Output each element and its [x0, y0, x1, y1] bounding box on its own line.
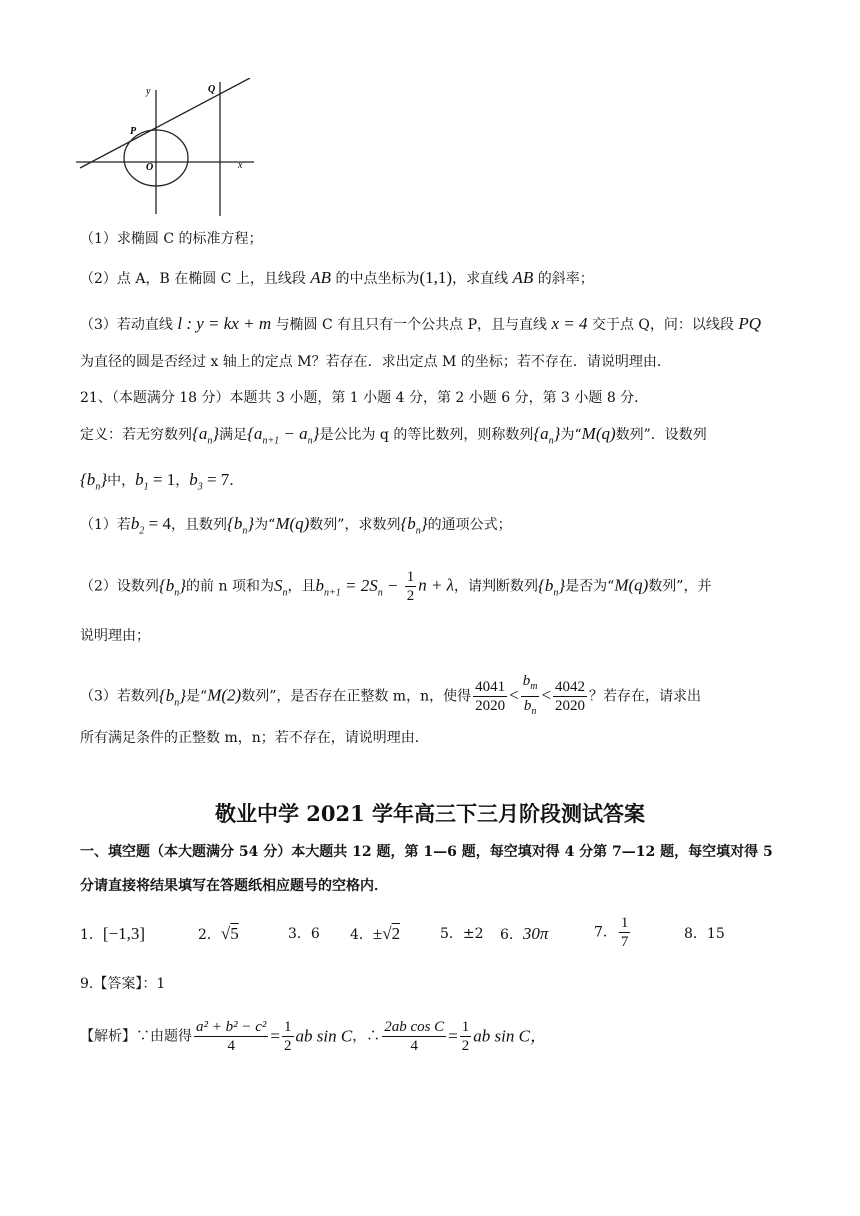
a6-num: 6．: [500, 927, 523, 943]
line-x4: x = 4: [551, 314, 588, 333]
s1-text-b: ，且数列: [171, 517, 228, 533]
expl-text: ∵由题得: [136, 1028, 192, 1045]
line-ab: AB: [512, 268, 534, 287]
frac2-den: 2020: [555, 698, 586, 714]
s2-text-e: 是否为“: [565, 578, 615, 595]
s1-text-e: 的通项公式；: [427, 517, 512, 533]
y-label: y: [146, 86, 151, 97]
answer-7: [594, 914, 632, 951]
q20-part3-line2: 为直径的圆是否经过 x 轴上的定点 M？若存在．求出定点 M 的坐标；若不存在．请说明理由．: [80, 354, 671, 370]
expl-frac2: [382, 1018, 446, 1055]
x-label: x: [238, 160, 243, 171]
q20-p2-text-c: ，求直线: [452, 271, 513, 287]
b1-value: = 1: [148, 470, 176, 489]
half1-den: 2: [284, 1038, 292, 1054]
s3-text-a: （3）若数列: [80, 688, 159, 705]
b2-value: = 4: [144, 514, 172, 533]
s1-mq: M(q): [275, 514, 310, 533]
q21-part2-line2: 说明理由；: [80, 628, 150, 644]
q20-p3-text-b: 与椭圆 C 有且只有一个公共点 P，且与直线: [271, 317, 552, 333]
q21-definition: 定义：若无穷数列$\{a_n\}$满足$\{a_{n+1} - a_n\}$是公比为 q 的等比数列，则称数列$\{a_n\}$为“M(q)数列”．设数列: [80, 424, 707, 447]
a7-frac-den: 7: [620, 934, 629, 950]
a4-num: 4．: [350, 927, 373, 943]
def-text-b: 满足: [219, 427, 248, 443]
a7-fraction: [619, 914, 631, 951]
q20-p2-text-b: 的中点坐标为: [331, 271, 420, 287]
expl-frac1: [194, 1018, 268, 1055]
frac1-den: 2020: [475, 698, 506, 714]
s2-text-d: ，请判断数列: [454, 578, 539, 595]
expl-absinc: ab sin C: [295, 1026, 353, 1046]
q20-p3-text-a: （3）若动直线: [80, 317, 178, 333]
answer-2: 2．√5: [198, 924, 239, 943]
half2-den: 2: [461, 1038, 470, 1054]
a4-pm: ±: [372, 924, 383, 943]
q21-part3-line2: 所有满足条件的正整数 m，n；若不存在，请说明理由．: [80, 730, 429, 746]
s2-text-c: ，且: [287, 578, 316, 595]
q21-part3: （3）若数列$\{b_n\}$是“M(2)数列”，是否存在正整数 m，n，使得 $\frac{4041}{2020}$ < $\frac{b_m}{b_n}$ < $\frac{4042}{2020}$ ？若存在，请求出: [80, 672, 701, 721]
a1-num: 1．: [80, 927, 103, 943]
s3-text-c: 数列”，是否存在正整数 m，n，使得: [241, 688, 472, 705]
tangent-line: [80, 78, 250, 168]
segment-pq: PQ: [738, 314, 762, 333]
a2-num: 2．: [198, 927, 221, 943]
expl-end: ab sin C，: [473, 1026, 547, 1046]
expl-frac2-den: 4: [410, 1038, 418, 1054]
section1-line1: 一、填空题（本大题满分 54 分）本大题共 12 题，第 1—6 题，每空填对得 4 分第 7—12 题，每空填对得 5: [80, 844, 773, 860]
frac1-num: 4041: [475, 679, 506, 695]
answers-title: 敬业中学 2021 学年高三下三月阶段测试答案: [214, 801, 646, 826]
frac2-num: 4042: [555, 679, 586, 695]
answer-9: [80, 974, 165, 994]
def-text-d: 为“: [560, 427, 582, 443]
expl-frac1-den: 4: [227, 1038, 235, 1054]
def-an: a: [198, 424, 208, 443]
a4-rad: 2: [391, 924, 401, 943]
s2-half-fraction: $\frac{1}{2}$: [406, 569, 415, 604]
segment-ab: AB: [310, 268, 332, 287]
line-l-equation: l : y = kx + m: [177, 314, 272, 333]
answer-5: 5．±2: [440, 926, 484, 942]
half2-num: 1: [461, 1019, 470, 1035]
section1-line2: 分请直接将结果填写在答题纸相应题号的空格内．: [80, 878, 388, 894]
expl-label: 【解析】: [80, 1028, 136, 1045]
p-label: P: [130, 126, 137, 137]
b3-value: = 7: [202, 470, 230, 489]
a1-val: [−1,3]: [102, 924, 146, 943]
def-line2-text: 中，: [107, 473, 136, 489]
s1-text-a: （1）若: [80, 517, 131, 533]
answer-6: [500, 924, 548, 945]
s2-text-b: 的前 n 项和为: [186, 578, 274, 595]
a6-val: 30π: [522, 924, 549, 943]
s2-text-f: 数列”，并: [648, 578, 712, 595]
bm-over-bn: $\frac{b_m}{b_n}$: [522, 673, 538, 717]
s1-text-c: 为“: [254, 517, 276, 533]
expl-frac2-num: 2ab cos C: [384, 1019, 445, 1035]
a9-val: ：1: [142, 976, 166, 992]
q21-header: 21、（本题满分 18 分）本题共 3 小题，第 1 小题 4 分，第 2 小题 6 分，第 3 小题 8 分．: [80, 390, 649, 406]
answer-3: 3．6: [288, 926, 320, 942]
q20-part3: [80, 314, 761, 335]
q-label: Q: [208, 84, 216, 95]
q21-definition-line2: $\{b_n\}$中，$b_1 = 1$，$b_3 = 7$．: [80, 470, 244, 493]
q21-part2: （2）设数列$\{b_n\}$的前 n 项和为$S_n$，且$b_{n+1} = 2S_n$ − $\frac{1}{2}$ n + λ，请判断数列$\{b_n\}$是否为“M(q)数列”，并: [80, 569, 712, 604]
q20-p3-text-c: 交于点 Q，问：以线段: [587, 317, 739, 333]
a7-num: 7．: [594, 924, 617, 941]
expl-half1: [282, 1018, 294, 1055]
def-mq: M(q): [581, 424, 616, 443]
s3-fraction-left: [473, 678, 507, 715]
def-text-c: 是公比为 q 的等比数列，则称数列: [319, 427, 534, 443]
q20-p2-text-a: （2）点 A，B 在椭圆 C 上，且线段: [80, 271, 311, 287]
answer-8: 8．15: [684, 926, 725, 942]
q20-p2-text-d: 的斜率；: [533, 271, 594, 287]
answer-9-explanation: 【解析】∵由题得 $\frac{\text{a² + b² − c²}}{4}$ = $\frac{1}{2}$ ab sin C，∴ $\frac{\text{2ab cos C}}{4}$ = $\frac{1}{2}$ ab sin C，: [80, 1019, 547, 1054]
def-end: ．: [229, 473, 244, 489]
s3-fraction-right: [553, 678, 587, 715]
half1-num: 1: [284, 1019, 292, 1035]
s2-mq: M(q): [614, 575, 649, 595]
a2-val: 5: [230, 924, 239, 943]
q20-part2: [80, 268, 594, 289]
q20-part1: （1）求椭圆 C 的标准方程；: [80, 231, 263, 247]
s3-text-d: ？若存在，请求出: [589, 688, 702, 705]
midpoint-coord: (1,1): [419, 268, 453, 287]
expl-frac1-num: a² + b² − c²: [196, 1019, 267, 1035]
origin-label: O: [146, 162, 154, 173]
expl-therefore: ，∴: [352, 1028, 381, 1045]
answer-4: 4．±√2: [350, 924, 401, 943]
a9-head: 9.【答案】: [80, 976, 143, 992]
expl-half2: [460, 1018, 472, 1055]
def-text-a: 定义：若无穷数列: [80, 427, 192, 443]
a7-frac-num: 1: [620, 915, 629, 931]
answer-1: [80, 924, 145, 945]
s3-m2: M(2): [207, 685, 242, 705]
q21-part1: （1）若$b_2 = 4$，且数列$\{b_n\}$为“M(q)数列”，求数列$\{b_n\}$的通项公式；: [80, 514, 512, 537]
s2-text-a: （2）设数列: [80, 578, 159, 595]
s3-text-b: 是“: [186, 688, 208, 705]
ellipse-figure: [76, 78, 276, 218]
s1-text-d: 数列”，求数列: [309, 517, 401, 533]
def-text-e: 数列”．设数列: [615, 427, 707, 443]
